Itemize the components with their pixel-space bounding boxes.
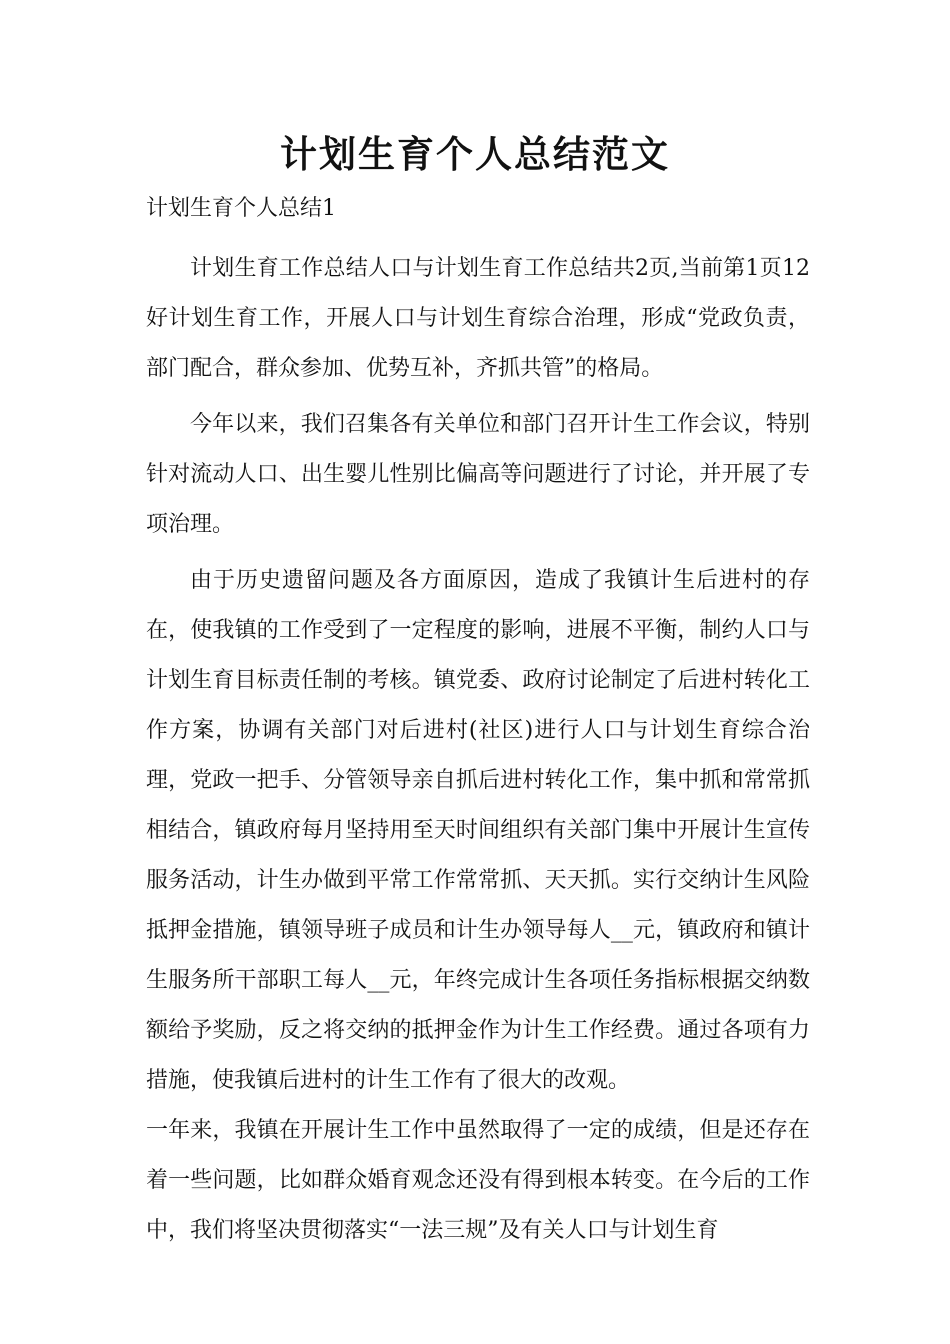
paragraph-1: 计划生育工作总结人口与计划生育工作总结共2页,当前第1页12好计划生育工作，开展人口与计划生育综合治理，形成“党政负责，部门配合，群众参加、优势互补，齐抓共管”的格局。 [146, 256, 810, 381]
document-body [146, 184, 810, 1256]
paragraph-2: 今年以来，我们召集各有关单位和部门召开计生工作会议，特别针对流动人口、出生婴儿性别比偏高等问题进行了讨论，并开展了专项治理。 [146, 412, 810, 537]
section-heading: 计划生育个人总结1 [146, 196, 336, 221]
paragraph-3: 由于历史遗留问题及各方面原因，造成了我镇计生后进村的存在，使我镇的工作受到了一定程度的影响，进展不平衡，制约人口与计划生育目标责任制的考核。镇党委、政府讨论制定了后进村转化工作方案，协调有关部门对后进村(社区)进行人口与计划生育综合治理，党政一把手、分管领导亲自抓后进村转化工作，集中抓和常常抓相结合，镇政府每月坚持用至天时间组织有关部门集中开展计生宣传服务活动，计生办做到平常工作常常抓、天天抓。实行交纳计生风险抵押金措施，镇领导班子成员和计生办领导每人__元，镇政府和镇计生服务所干部职工每人__元，年终完成计生各项任务指标根据交纳数额给予奖励，反之将交纳的抵押金作为计生工作经费。通过各项有力措施，使我镇后进村的计生工作有了很大的改观。 [146, 568, 810, 1093]
paragraph-4: 一年来，我镇在开展计生工作中虽然取得了一定的成绩，但是还存在着一些问题，比如群众婚育观念还没有得到根本转变。在今后的工作中，我们将坚决贯彻落实“一法三规”及有关人口与计划生育 [146, 1118, 810, 1243]
document-title: 计划生育个人总结范文 [280, 132, 670, 176]
